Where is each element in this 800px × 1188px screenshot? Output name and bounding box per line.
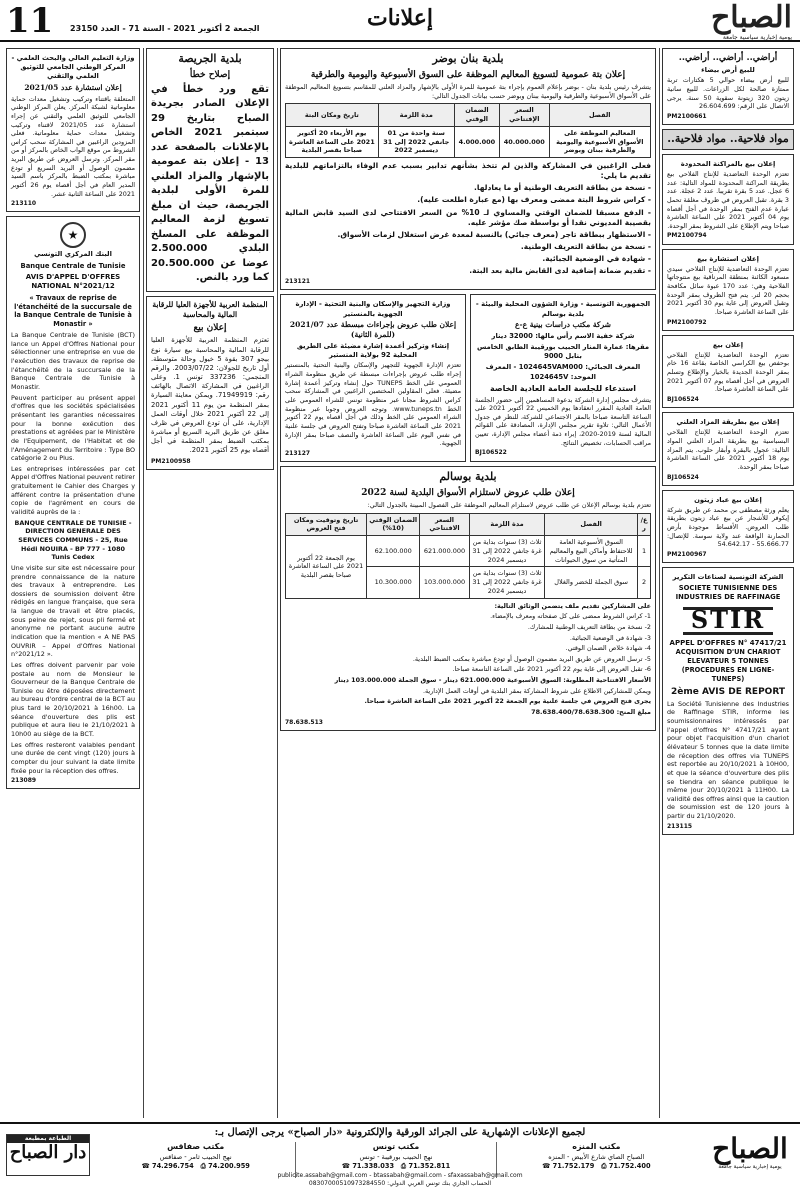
bennane-cond: - الدفع مسبقا للضمان الوقتي والمساوي لـ 10% من السعر الافتتاحي لدى السيد قابض المالية بقصيبة المديوني نقدا أو بواسطة صك مؤشر عليه.	[285, 207, 652, 227]
ad-ref: 78.638.513	[285, 718, 323, 726]
bct-body: Les entreprises intéressées par cet Appel d'Offres National peuvent retirer gratuitement le Cahier des Charges y afférent contre la présentation d'une copie de l'agrément en cours de validité auprès de la :	[11, 464, 135, 517]
monastir-ad	[280, 294, 466, 461]
bousalem-cond: 3- شهادة في الوضعية الجبائية.	[569, 633, 651, 642]
bennane-cond: - نسخة من بطاقة التعريف الوطنية.	[520, 241, 651, 251]
land-ad-body: للبيع أرض بيضاء حوالي 5 هكتارات تربة ممتازة صالحة لكل الزراعات. للبيع سانية زيتون 320 زيتونة سقوية 50 سنة. يرجى الاتصال على الرقم: 26.604.699	[667, 76, 789, 111]
fax-icon: ⎙	[200, 1161, 209, 1170]
office-addr: نهج الحبيب ثامر - صفاقس	[159, 1152, 232, 1161]
table-row	[286, 536, 651, 567]
ad-ref: 213110	[11, 200, 37, 208]
farm-ad-3-body: تعتزم الوحدة التعاضدية للإنتاج الفلاحي بوحفص بيع الكراسي الخاصة بقاعة 16 خام بمقر الوحدة الجديدة بالخيار والإطلاع وتسلم العروض في أجل أقصاه يوم 07 أكتوبر 2021 على الساعة العاشرة صباحا.	[667, 350, 790, 394]
arabosai-body: تعتزم المنظمة العربية للأجهزة العليا للرقابة المالية والمحاسبة بيع سيارة نوع بيجو 307 بقوة 5 خيول وحالة متوسطة. أول تاريخ للجولان: 2003/07/22. والرقم المنجمي: 337236 تونس 1. وعلى الراغبين في المشاركة الاتصال بالهاتف رقم: 71949919. ويمكن معاينة السيارة بمقر المنظمة من يوم 11 أكتوبر 2021 إلى 22 أكتوبر 2021 خلال أوقات العمل الإدارية، على أن تودع العروض في ظرف مغلق عن طريق البريد السريع أو مباشرة بمكتب الضبط بمقر المنظمة في أجل أقصاه يوم 25 أكتوبر 2021.	[151, 336, 270, 455]
table-header: مدة اللزمة	[469, 513, 544, 536]
fax-icon: ⎙	[601, 1161, 609, 1170]
ad-ref: BJ106522	[475, 449, 507, 457]
stir-name-ar: الشركة التونسية لصناعات التكرير	[672, 573, 784, 582]
phone-icon: ☎	[542, 1161, 553, 1170]
table-row	[286, 126, 651, 157]
table-header: الضمان الوقتي (10%)	[367, 513, 420, 536]
bct-body: Peuvent participer au présent appel d'offres que les sociétés spécialisées présentant les garanties nécessaires pour la bonne exécution des prestations et agréées par le Ministère de l'Equipement, de l'Habitat et de l'Aménagement du Territoire : Type BO catégorie 2 ou Plus.	[11, 393, 135, 463]
stir-logo: STIR	[683, 607, 773, 635]
monastir-ministry: وزارة التجهيز والإسكان والبنية التحتية - الإدارة الجهوية بالمنستير	[295, 300, 451, 318]
stir-body: La Société Tunisienne des Industries de Raffinage STIR, informe les soumissionnaires intéressés par l'appel d'offres N° 47417/21 ayant pour objet l'acquisition d'un chariot élévateur 5 tonnes que la date limite de réception des offres via TUNEPS est reportée au 20/10/2021 à 10H00, et que la séance d'ouverture des plis se tiendra en séance publique le même jour 20/10/2021 à 11H00. La validité des offres ainsi que la caution de soumission est de 120 jours à partir du 21/10/2020.	[667, 699, 789, 821]
bennane-body: يتشرف رئيس بلدية بنان - بوضر بإعلام العموم بإجراء بتة عمومية للمرة الأولى بالإشهار والمزاد العلني للمقاسم بتسويغ المعاليم الموظفة على الأسواق الأسبوعية والطرقية واليومية ببنان وبوضر حسب بيانات الجدول التالي:	[285, 82, 651, 100]
bousalem-title2: إعلان طلب عروض لاستلزام الأسواق البلدية لسنة 2022	[361, 487, 575, 498]
ad-ref: BJ106524	[667, 473, 699, 481]
page-header	[0, 0, 800, 42]
farm-ad-5	[662, 490, 794, 563]
ad-ref: PM2100958	[151, 457, 191, 465]
cnudst-ad	[6, 48, 140, 212]
bennane-cond: - تقديم ضمانة إضافية لدى القابض مالية بعد البتة.	[469, 266, 651, 276]
bennane-cond: - الاستظهار ببطاقة تاجر (معرف جبائي) بالنسبة لمعدة غرض استغلال لزمات الأسواق.	[337, 229, 651, 239]
column-tenders	[6, 48, 140, 1118]
column-classifieds	[662, 48, 794, 1118]
bct-name-fr: Banque Centrale de Tunisie	[20, 261, 126, 270]
bennane-table	[285, 103, 651, 158]
masthead-logo-tag: يومية إخبارية سياسية جامعة	[722, 34, 792, 41]
table-cell: السوق الأسبوعية العامة للاحتفاظ وأماكن البيع والمعاليم المتأتية من سوق الحيوانات	[545, 536, 638, 567]
study-office-body: يتشرف مجلس إدارة الشركة بدعوة المساهمين إلى حضور الجلسة العامة العادية المقرر انعقادها يوم الخميس 22 أكتوبر 2021 على الساعة التاسعة صباحا بالمقر الاجتماعي للشركة، للنظر في جدول الأعمال التالي: تلاوة تقرير مجلس الإدارة، المصادقة على القوائم المالية لسنة 2019-2020، إبراء ذمة أعضاء مجلس الإدارة، تعيين مراقب الحسابات، تخصيص النتائج.	[475, 395, 652, 447]
column-main	[280, 48, 656, 1118]
bousalem-table	[285, 513, 651, 599]
bennane-ad	[280, 48, 656, 290]
office-name: مكتب المنزه	[572, 1142, 621, 1151]
bct-body: Une visite sur site est nécessaire pour prendre connaissance de la nature des travaux à entreprendre. Les dossiers de soumission doivent être rédigés en langue française, que sera la langue de travail et être placés, sous peine de rejet, sous pli fermé et anonyme ne portant aucune autre indication que la mention « A NE PAS OUVRIR – Appel d'Offres National n°2021/12 ».	[11, 563, 135, 659]
ad-ref: 213089	[11, 777, 37, 785]
table-header: تاريخ وتوقيت ومكان فتح العروض	[286, 513, 367, 536]
issue-line: الجمعة 2 أكتوبر 2021 - السنة 71 - العدد 23150	[70, 24, 260, 33]
monastir-body: تعتزم الإدارة الجهوية للتجهيز والإسكان والبنية التحتية بالمنستير إجراء طلب عروض بإجراءات مبسطة عن طريق منظومة الشراء العمومي على الخط TUNEPS حول إنشاء وتركيز أعمدة إشارة مضيئة. فعلى المقاولين المختصين الراغبين في المشاركة سحب كراس الشروط مجانا عبر منظومة تونس للشراء العمومي على الخط www.tuneps.tn. وتوجه العروض وجوبا عبر منظومة الشراء العمومي على الخط وذلك في أجل أقصاه يوم 22 أكتوبر 2021 على الساعة العاشرة صباحا وتفتح العروض في جلسة علنية في نفس اليوم على الساعة العاشرة والنصف صباحا بمقر الإدارة الجهوية.	[285, 361, 462, 448]
bousalem-cond: 4- شهادة خلاص الضمان الوقتي.	[565, 644, 651, 653]
stir-report: 2ème AVIS DE REPORT	[670, 686, 785, 697]
table-header: السعر الافتتاحي	[420, 513, 470, 536]
bct-body: Les offres doivent parvenir par voie postale au nom de Monsieur le Gouverneur de la Banque Centrale de Tunisie ou être déposées directement au bureau d'ordre central de la BCT au plus tard le 20/10/2021 à 16h00. La séance d'ouverture des plis est publique et aura lieu le 21/10/2021 à 10h00 au siège de la BCT.	[11, 660, 135, 739]
office-name: مكتب تونس	[372, 1142, 420, 1151]
table-cell: المعاليم الموظفة على الأسواق الأسبوعية واليومية والطرقية ببنان وبوضر	[549, 126, 650, 157]
bousalem-summary: الأسعار الافتتاحية المطلوبة: السوق الأسبوعية 621.000.000 دينار - سوق الجملة 103.000.000 دينار	[334, 676, 651, 685]
footer-logo-tag: يومية إخبارية سياسية جامعة	[718, 1164, 782, 1170]
bousalem-summary: مبلغ المنح: 78.638.400/78.638.300	[531, 708, 651, 717]
cnudst-ministry: وزارة التعليم العالي والبحث العلمي - المركز الوطني الجامعي للتوثيق العلمي والتقني	[11, 54, 135, 81]
printer-logo-top: الطباعة بمطبعة	[7, 1135, 89, 1143]
fax-number: 71.352.811	[408, 1161, 451, 1170]
footer-contacts	[200, 1172, 600, 1188]
study-office-ids: المعرف الجبائي: 1024645VAM000 - المعرف الموحد: 1024645V	[485, 363, 641, 381]
ad-ref: 213115	[667, 822, 693, 830]
office-addr: الصباح الصاي شارع الأبيض - المنزه	[548, 1152, 645, 1161]
jerissa-ad	[146, 48, 274, 292]
table-cell: 4.000.000	[454, 126, 499, 157]
office-phone	[299, 1162, 492, 1171]
phone-icon: ☎	[341, 1161, 353, 1170]
bousalem-body: تعتزم بلدية بوسالم الإعلان عن طلب عروض لاستلزام المعاليم الموظفة على الفصول المبينة بالجدول التالي:	[367, 500, 651, 509]
footer-emails: publicite.assabah@gmail.com - btassabah@gmail.com - sfaxassabah@gmail.com	[277, 1172, 523, 1179]
office-name: مكتب صفاقس	[167, 1142, 225, 1151]
phone-number: 71.338.033	[352, 1161, 395, 1170]
footer-logo	[706, 1134, 794, 1176]
farm-ad-3	[662, 335, 794, 408]
study-office-subtitle: استدعاء للجلسة العامة العادية الخاصة	[490, 383, 636, 393]
fax-number: 71.752.400	[608, 1161, 651, 1170]
arabosai-title2: إعلان بيع	[193, 323, 227, 334]
farm-ad-2-body: تعتزم الوحدة التعاضدية للإنتاج الفلاحي سيدي مسعود الكائنة بمنطقة المرناقية بيع منتوجاتها الفلاحية وهي: عدد 170 عبوة سائل مكافحة بحجم 20 لتر. يتم فتح الظروف بمقر الوحدة وتقبل العروض إلى غاية يوم 30 أكتوبر 2021 على الساعة العاشرة صباحا.	[667, 264, 790, 316]
printer-logo-text: دار الصباح	[9, 1142, 87, 1164]
farm-ad-3-title: إعلان بيع	[712, 340, 744, 349]
table-cell: يوم الأربعاء 20 أكتوبر 2021 على الساعة العاشرة صباحا بقصر البلدية	[286, 126, 379, 157]
bct-address: BANQUE CENTRALE DE TUNISIE - DIRECTION GENERALE DES SERVICES COMMUNS - 25, Rue Hédi NOUIRA - BP 777 - 1080 Tunis Cedex	[14, 518, 132, 562]
page-number: 11	[6, 1, 54, 41]
monastir-title: إعلان طلب عروض بإجراءات مبسطة عدد 2021/07 (للمرة الثانية)	[289, 319, 457, 339]
bousalem-ad	[280, 466, 656, 731]
footer-heading: لجميع الإعلانات الإشهارية على الجرائد الورقية والإلكترونية «دار الصباح» يرجى الإتصال بـ:	[214, 1127, 586, 1138]
bct-body: La Banque Centrale de Tunisie (BCT) lance un Appel d'Offres National pour sélectionner une entreprise en vue de l'exécution des travaux de reprise de l'étanchéité de la succursale de la Banque Centrale de Tunisie à Monastir.	[11, 331, 135, 392]
jerissa-title1: بلدية الجريصة	[178, 52, 242, 65]
table-cell: 40.000.000	[500, 126, 549, 157]
table-cell: ثلاث (3) سنوات بداية من غرة جانفي 2022 إلى 31 ديسمبر 2024	[469, 536, 544, 567]
section-title: إعلانات	[367, 5, 433, 31]
table-cell: يوم الجمعة 22 أكتوبر 2021 على الساعة العاشرة صباحا بقصر البلدية	[286, 536, 367, 599]
table-cell: 2	[638, 567, 651, 598]
ad-ref: PM2100967	[667, 550, 707, 558]
bennane-title2: إعلان بتة عمومية لتسويغ المعاليم الموظفة على السوق الأسبوعية واليومية والطرقية	[310, 69, 626, 80]
bct-ad	[6, 216, 140, 789]
table-cell: 1	[638, 536, 651, 567]
ad-ref: 213121	[285, 278, 311, 286]
bousalem-cond: 6- تقبل العروض إلى غاية يوم 22 أكتوبر 2021 على الساعة التاسعة صباحا.	[452, 665, 651, 674]
bousalem-title1: بلدية بوسالم	[439, 469, 497, 483]
study-office-ad	[470, 294, 656, 461]
farm-ad-4-title: إعلان بيع بطريقة المزاد العلني	[676, 418, 780, 427]
ad-ref: PM2100792	[667, 318, 707, 326]
table-cell: 103.000.000	[420, 567, 470, 598]
footer-logo-text: الصباح	[712, 1132, 788, 1165]
table-cell: 10.300.000	[367, 567, 420, 598]
farm-ad-2-title: إعلان استشارة بيع	[697, 254, 759, 263]
bct-object: « Travaux de reprise de l'étanchéité de la succursale de la Banque Centrale de Tunisie à Monastir »	[14, 293, 132, 329]
footer-bank: الحساب الجاري بنك تونس العربي الدولي: 08307000510973284550	[308, 1180, 492, 1188]
farm-ad-1	[662, 154, 794, 245]
jerissa-title2: إصلاح خطأ	[189, 69, 231, 80]
table-cell: سوق الجملة للخضر والغلال	[545, 567, 638, 598]
farm-ad-2	[662, 249, 794, 331]
office-phone	[500, 1162, 693, 1171]
farm-ad-4-body: تعتزم الوحدة التعاضدية للإنتاج الفلاحي البسباسية بيع بطريقة المزاد العلني المواد التالية: عجول بالبقرة وأبقار حلوب. يتم المزاد يوم 18 أكتوبر 2021 على الساعة العاشرة صباحا بمقر الوحدة.	[667, 428, 789, 471]
column-divider	[659, 48, 660, 1118]
table-cell: 62.100.000	[367, 536, 420, 567]
farm-goods-band: مواد فلاحية.. مواد فلاحية..	[662, 129, 794, 150]
bousalem-cond-head: على المشاركين تقديم ملف يتضمن الوثائق التالية:	[494, 601, 651, 610]
cnudst-body: المتعلقة باقتناء وتركيب وتشغيل معدات حماية معلوماتية لشبكة المركز. يعلن المركز الوطني الجامعي للتوثيق العلمي والتقني عن إجراء استشارة عدد 2021/05 لاقتناء وتركيب وتشغيل معدات حماية معلوماتية. فعلى المزودين الراغبين في المشاركة سحب كراس الشروط من موقع الواب الخاص بالمركز أو من مقر المركز. وترسل العروض عن طريق البريد مضمون الوصول أو البريد السريع أو تودع مباشرة بمكتب الضبط بالمركز باسم السيد المدير العام في أجل أقصاه يوم 26 أكتوبر 2021 على الساعة الثانية عشر.	[11, 94, 135, 198]
table-header: الفصل	[549, 104, 650, 127]
column-divider	[277, 48, 278, 1118]
bennane-cond-title: فعلى الراغبين في المشاركة والذين لم تتخذ بشأنهم تدابير بسبب عدم الوفاء بالتزاماتهم للبلدية تقديم ما يلي:	[285, 161, 651, 181]
table-header: ع/ر	[638, 513, 651, 536]
printer-logo	[6, 1134, 90, 1176]
cnudst-title: إعلان استشارة عدد 2021/05	[24, 82, 122, 92]
column-notices	[146, 48, 274, 1118]
monastir-sub: إنشاء وتركيز أعمدة إشارة مضيئة على الطريق المحلية 92 بولاية المنستير	[296, 342, 450, 360]
bct-emblem-icon: ★	[60, 222, 86, 248]
bennane-title1: بلدية بنان بوضر	[432, 52, 504, 65]
stir-object: ACQUISITION D'UN CHARIOT ELEVATEUR 5 TONNES (PROCEDURES EN LIGNE- TUNEPS)	[675, 648, 781, 683]
bct-name-ar: البنك المركزي التونسي	[34, 250, 112, 259]
study-office-title1: شركة مكتب دراسات بينية ع-ع	[515, 319, 611, 329]
phone-icon: ☎	[141, 1161, 152, 1170]
phone-number: 74.296.754	[151, 1161, 194, 1170]
office-addr: نهج الحبيب بورقيبة - تونس	[359, 1152, 433, 1161]
phone-number: 71.752.179	[552, 1161, 595, 1170]
bct-title: AVIS D'APPEL D'OFFRES NATIONAL N°2021/12	[25, 272, 121, 291]
land-ad	[662, 48, 794, 125]
ad-ref: BJ106524	[667, 396, 699, 404]
study-office-ministry: الجمهورية التونسية - وزارة الشؤون المحلية والبيئة - بلدية بوسالم	[475, 300, 651, 318]
column-divider	[143, 48, 144, 1118]
bousalem-cond: 5- ترسل العروض عن طريق البريد مضمون الوصول أو تودع مباشرة بمكتب الضبط البلدية.	[412, 654, 651, 663]
bct-body: Les offres resteront valables pendant une durée de cent vingt (120) jours à compter du jour suivant la date limite fixée pour la réception des offres.	[11, 740, 135, 775]
table-header: الفصل	[545, 513, 638, 536]
farm-ad-1-body: تعتزم الوحدة التعاضدية للإنتاج الفلاحي بيع بطريقة المراكنة المحدودة للمواد التالية: عدد 6 عجل. عدد 5 بقرة تقريبا. عدد 2 عجلة. عدد 3 بقرة. تقبل العروض في ظروف مغلقة تحمل عبارة عدم الفتح بمقر الوحدة في أجل أقصاه يوم 04 أكتوبر 2021 على الساعة العاشرة صباحا ويتم الإطلاع على الشروط بمقر الوحدة.	[667, 169, 790, 230]
jerissa-body: تقع ورد خطأ في الإعلان الصادر بجريدة الصباح بتاريخ 29 سبتمبر 2021 الخاص بالإعلانات بالصفحة عدد 13 - إعلان بتة عمومية بالإشهار والمزاد العلني للمرة الأولى لبلدية الجريصة، حيث ان مبلغ تسويغ لزمة المعاليم الموظفة على المسلخ البلدي 2.500.000 عوضا عن 20.500.000 كما ورد بالنص.	[151, 83, 269, 284]
land-ad-subtitle: للبيع أرض بيضاء	[701, 66, 755, 75]
bennane-cond: - شهادة في الوضعية الجبائية.	[542, 254, 651, 264]
farm-ad-1-title: إعلان بيع بالمراكنة المحدودة	[680, 159, 776, 168]
stir-appel: APPEL D'OFFRES N° 47417/21	[669, 638, 787, 647]
stir-name-fr: SOCIETE TUNISIENNE DES INDUSTRIES DE RAFFINAGE	[675, 584, 781, 602]
bousalem-summary: ويمكن للمشاركين الاطلاع على شروط المشاركة بمقر البلدية في أوقات العمل الإدارية.	[422, 686, 651, 695]
bousalem-summary: يجرى فتح العروض في جلسة علنية يوم الجمعة 22 أكتوبر 2021 على الساعة العاشرة صباحا.	[364, 697, 651, 706]
fax-icon: ⎙	[400, 1161, 409, 1170]
mid-row	[280, 294, 656, 465]
bousalem-cond: 1- كراس الشروط ممضى على كل صفحاته ومعرف بالإمضاء.	[490, 612, 651, 621]
land-ad-title: أراضي.. أراضي.. أراضي..	[678, 53, 778, 63]
table-cell: 621.000.000	[420, 536, 470, 567]
table-header: السعر الإفتتاحي	[500, 104, 549, 127]
farm-ad-4	[662, 412, 794, 485]
ad-ref: PM2100794	[667, 232, 707, 240]
arabosai-ad	[146, 296, 274, 470]
office-phone	[99, 1162, 292, 1171]
arabosai-title1: المنظمة العربية للأجهزة العليا للرقابة المالية والمحاسبة	[152, 299, 268, 320]
ad-ref: 213127	[285, 449, 311, 457]
masthead-logo-text: الصباح	[710, 0, 792, 35]
table-cell: ثلاث (3) سنوات بداية من غرة جانفي 2022 إلى 31 ديسمبر 2024	[469, 567, 544, 598]
table-header: الضمان الوقتي	[454, 104, 499, 127]
fax-number: 74.200.959	[208, 1161, 250, 1170]
page-footer	[0, 1122, 800, 1188]
bennane-cond: - نسخة من بطاقة التعريف الوطنية أو ما يعادلها.	[474, 183, 651, 193]
farm-ad-5-title: إعلان بيع عباد زيتون	[694, 495, 762, 504]
study-office-addr: مقرها: عمارة المنار الحبيب بورقيبة الطابق الخامس بنابل 9000	[476, 343, 650, 361]
stir-ad	[662, 567, 794, 835]
table-header: مدة اللزمة	[378, 104, 454, 127]
bousalem-cond: 2- نسخة من بطاقة التعريف الوطنية للمشارك.	[527, 622, 651, 631]
farm-ad-5-body: يعلم ورثة مصطفى بن محمد عن طريق شركة إيكوفر للأشجار عن بيع عباد زيتون بطريقة طلب العروض. الأقساط موجودة بأرض الحمارنة الواقعة عند ولاية سوسة. للإتصال: 55.666.77 - 54.642.17	[667, 505, 789, 549]
table-cell: سنة واحدة من 01 جانفي 2022 إلى 31 ديسمبر 2022	[378, 126, 454, 157]
study-office-title2: شركة خفية الاسم رأس مالها: 32000 دينار	[491, 331, 635, 340]
bennane-cond: - كراس شروط البتة ممضى ومعرف بها (مع عبارة اطلعت عليه).	[417, 195, 651, 205]
table-header: تاريخ ومكان البتة	[286, 104, 379, 127]
masthead-logo	[684, 0, 792, 41]
ad-ref: PM2100661	[667, 112, 707, 120]
